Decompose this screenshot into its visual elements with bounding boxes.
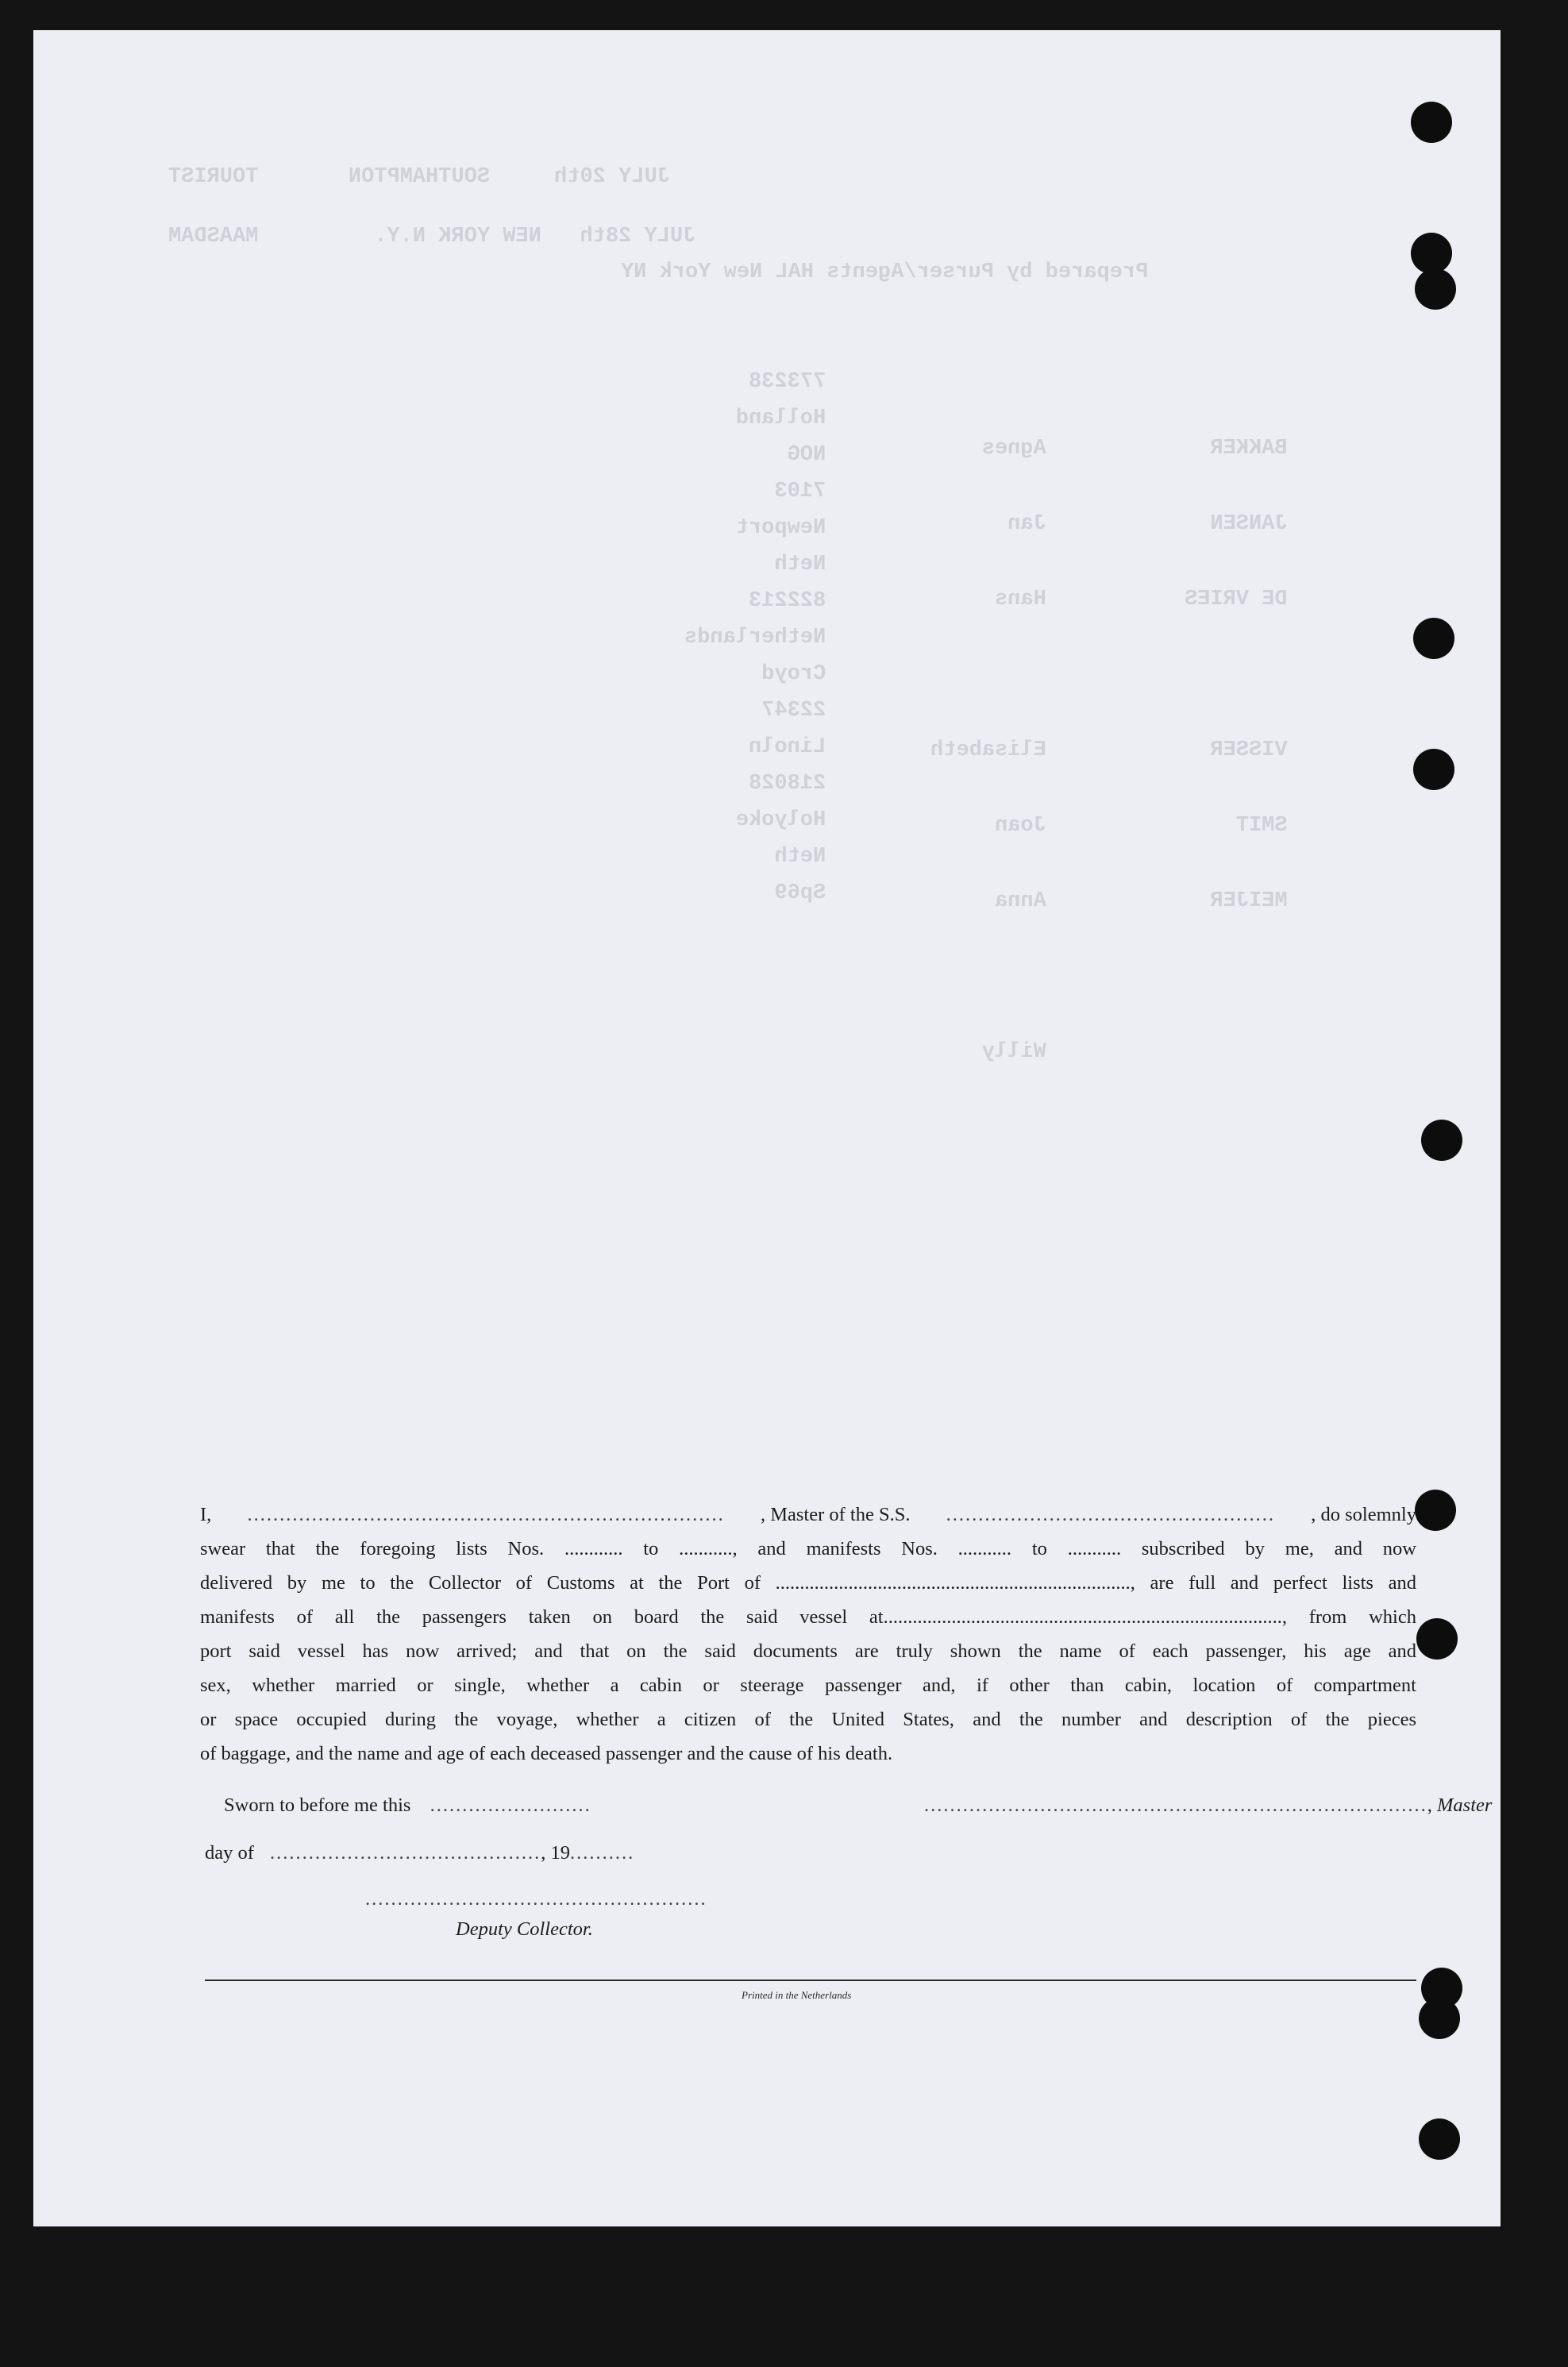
ship-name-blank: ................................................... (946, 1504, 1276, 1525)
oath-line-1-ss: , Master of the S.S. (760, 1504, 911, 1525)
oath-line-1 (200, 1498, 1416, 1532)
oath-line-8: of baggage, and the name and age of each deceased passenger and the cause of his death. (200, 1743, 893, 1764)
oath-line-1-end: , do solemnly (1311, 1504, 1416, 1525)
master-signature-blank: .............................................................................. (924, 1795, 1427, 1816)
binder-hole (1419, 1998, 1460, 2039)
oath-line-7: or space occupied during the voyage, whether a citizen of the United States, and the number and description of the pieces (200, 1709, 1416, 1730)
document-sheet (33, 30, 1501, 2226)
bleed-through-header-3: Prepared by Purser/Agents HAL New York NY (621, 260, 1149, 284)
deputy-collector-label: Deputy Collector. (456, 1918, 593, 1940)
oath-line-2: swear that the foregoing lists Nos. ............ to ..........., and manifests Nos. ........... to ........... subscribed by me, and now (200, 1538, 1416, 1559)
oath-line-1-intro: I, (200, 1504, 212, 1525)
day-of-blank: .......................................... (270, 1842, 541, 1864)
binder-hole (1419, 2118, 1460, 2160)
binder-hole (1413, 618, 1454, 659)
master-name-blank: .......................................................................... (247, 1504, 725, 1525)
oath-line-6: sex, whether married or single, whether a cabin or steerage passenger and, if other than cabin, location of compartment (200, 1675, 1416, 1696)
bleed-through-column: 773238 Holland NOG 7103 Newport Neth 822213 Netherlands Croyd 22347 Linoln 218028 Holyoke Neth Sp69 (684, 370, 826, 905)
collector-dots-row (365, 1888, 707, 1910)
printed-in-netherlands: Printed in the Netherlands (742, 1989, 852, 2001)
bleed-through-header-2: JULY 28th NEW YORK N.Y. MAASDAM (168, 225, 696, 249)
bleed-through-header: JULY 20th SOUTHAMPTON TOURIST (168, 165, 670, 189)
binder-hole (1411, 233, 1452, 274)
master-oath-paragraph (200, 1498, 1416, 1771)
binder-hole (1415, 1490, 1456, 1531)
binder-hole (1416, 1618, 1458, 1660)
master-signature-row: .............................................................................., Master (924, 1795, 1493, 1816)
binder-hole (1421, 1120, 1462, 1161)
oath-line-3: delivered by me to the Collector of Customs at the Port of ........................................................................., are full and perfect lists and (200, 1572, 1416, 1594)
day-of-row (205, 1842, 634, 1864)
master-label: Master (1437, 1795, 1493, 1816)
sworn-label: Sworn to before me this (224, 1795, 411, 1816)
oath-line-4: manifests of all the passengers taken on board the said vessel at.................................................................................., from which (200, 1606, 1416, 1628)
year-blank: .......... (570, 1842, 635, 1864)
oath-line-5: port said vessel has now arrived; and that on the said documents are truly shown the name of each passenger, his age and (200, 1640, 1416, 1662)
bleed-through-column-3: BAKKER JANSEN DE VRIES VISSER SMIT MEIJER (1185, 437, 1288, 913)
sworn-row (224, 1795, 591, 1817)
binder-hole (1413, 749, 1454, 790)
binder-hole (1411, 102, 1452, 143)
bleed-through-column-2: Agnes Jan Hans Elisabeth Joan Anna Willy (930, 437, 1046, 1064)
deputy-collector-blank: ..................................................... (365, 1888, 707, 1910)
year-prefix: , 19 (541, 1842, 571, 1864)
sworn-date-blank: ......................... (430, 1795, 591, 1816)
footer-rule (205, 1980, 1416, 1981)
binder-hole (1415, 268, 1456, 310)
day-of-label: day of (205, 1842, 254, 1864)
